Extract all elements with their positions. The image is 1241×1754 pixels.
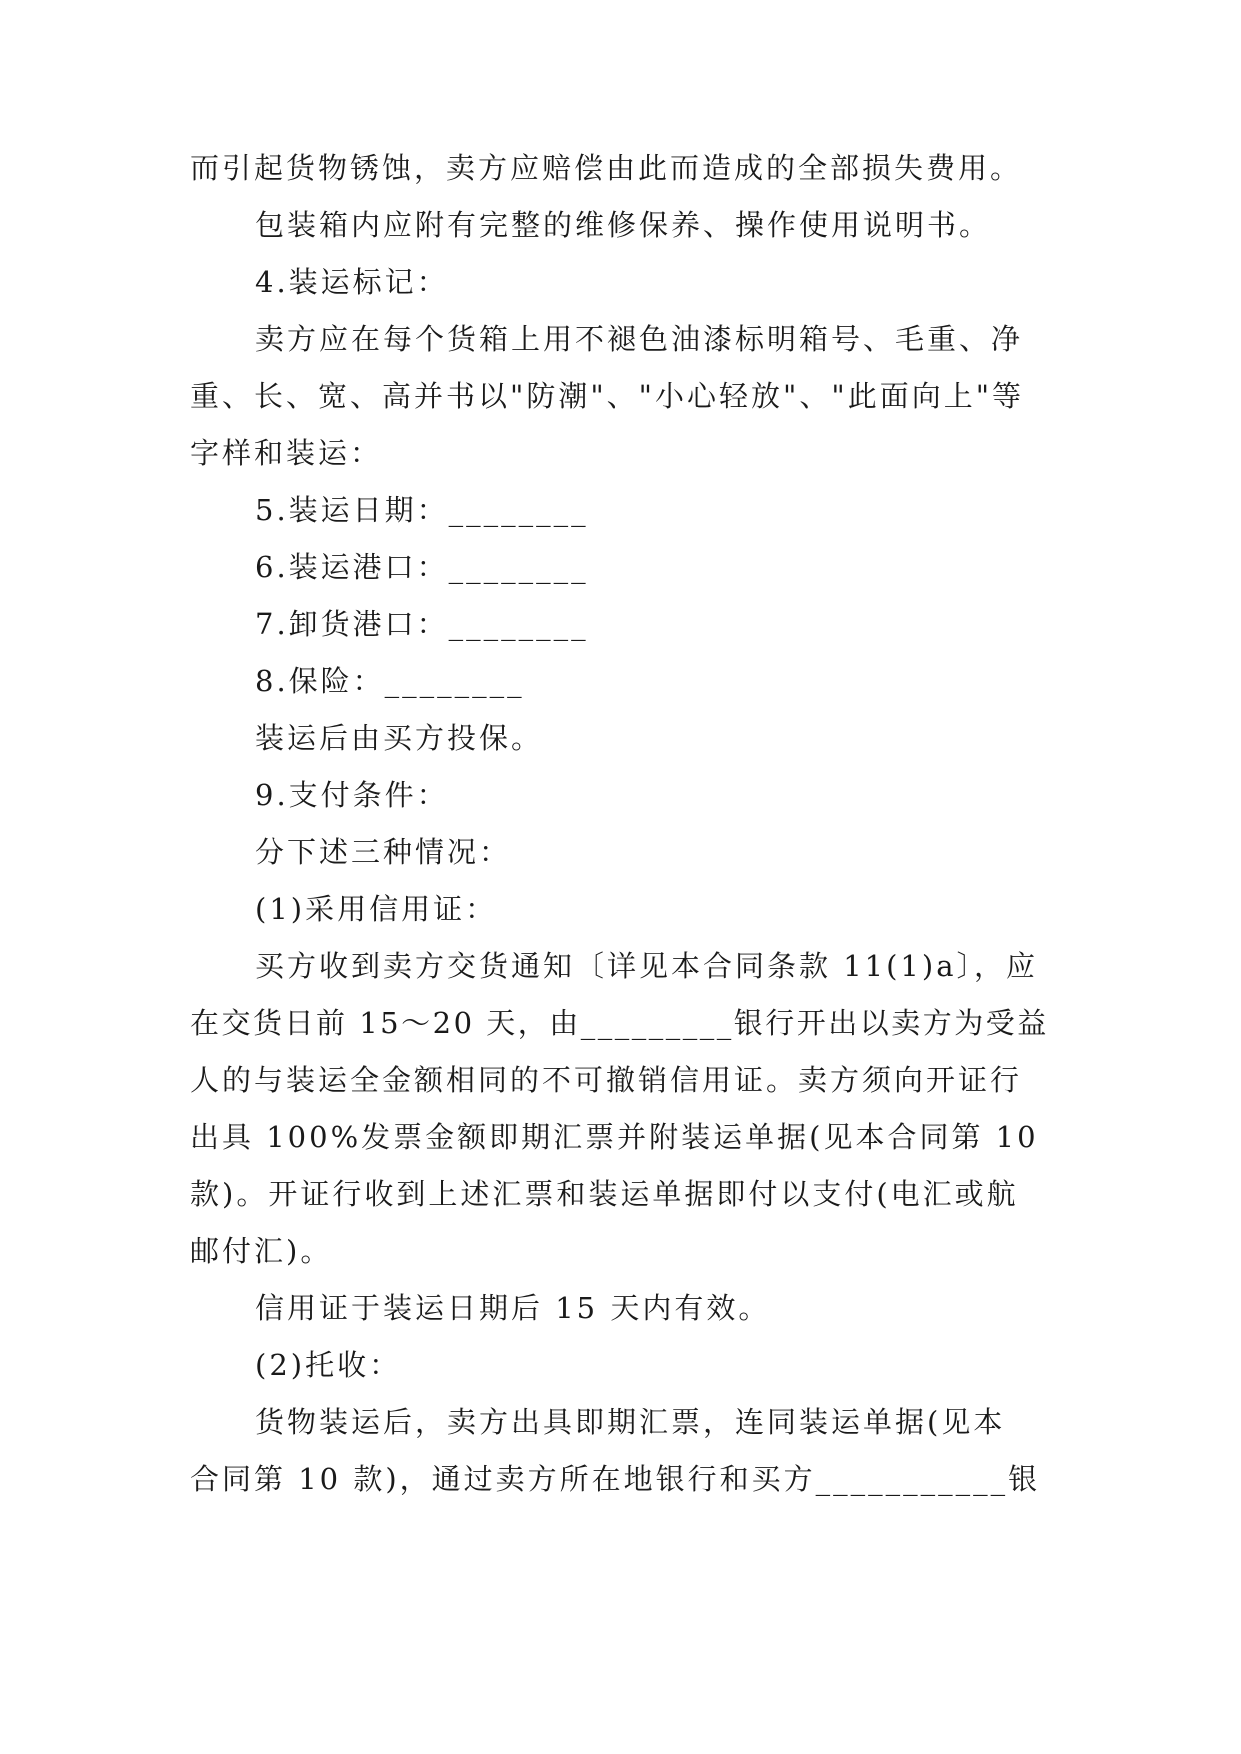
paragraph-line: 款)。开证行收到上述汇票和装运单据即付以支付(电汇或航 <box>190 1177 1019 1211</box>
paragraph-line: 分下述三种情况： <box>255 835 512 869</box>
section-heading: 5.装运日期：________ <box>255 493 589 527</box>
paragraph-line: 合同第 10 款)，通过卖方所在地银行和买方___________银 <box>190 1462 1041 1496</box>
paragraph-line: 在交货日前 15～20 天，由_________银行开出以卖方为受益 <box>190 1006 1049 1040</box>
section-heading: 8.保险：________ <box>255 664 525 698</box>
paragraph-line: 而引起货物锈蚀，卖方应赔偿由此而造成的全部损失费用。 <box>190 151 1023 185</box>
paragraph-line: 重、长、宽、高并书以"防潮"、"小心轻放"、"此面向上"等 <box>190 379 1025 413</box>
paragraph-line: 字样和装运： <box>190 436 383 470</box>
paragraph-line: 装运后由买方投保。 <box>255 721 544 755</box>
paragraph-line: 卖方应在每个货箱上用不褪色油漆标明箱号、毛重、净 <box>255 322 1024 356</box>
section-heading: 9.支付条件： <box>255 778 449 812</box>
paragraph-line: 货物装运后，卖方出具即期汇票，连同装运单据(见本 <box>255 1405 1006 1439</box>
section-heading: 6.装运港口：________ <box>255 550 589 584</box>
paragraph-line: 包装箱内应附有完整的维修保养、操作使用说明书。 <box>255 208 992 242</box>
paragraph-line: 买方收到卖方交货通知〔详见本合同条款 11(1)a〕，应 <box>255 949 1038 983</box>
section-heading: 7.卸货港口：________ <box>255 607 589 641</box>
paragraph-line: 邮付汇)。 <box>190 1234 333 1268</box>
paragraph-line: 信用证于装运日期后 15 天内有效。 <box>255 1291 771 1325</box>
subsection-heading: (1)采用信用证： <box>255 892 498 926</box>
subsection-heading: (2)托收： <box>255 1348 402 1382</box>
paragraph-line: 出具 100%发票金额即期汇票并附装运单据(见本合同第 10 <box>190 1120 1039 1154</box>
paragraph-line: 人的与装运全金额相同的不可撤销信用证。卖方须向开证行 <box>190 1063 1023 1097</box>
section-heading: 4.装运标记： <box>255 265 449 299</box>
